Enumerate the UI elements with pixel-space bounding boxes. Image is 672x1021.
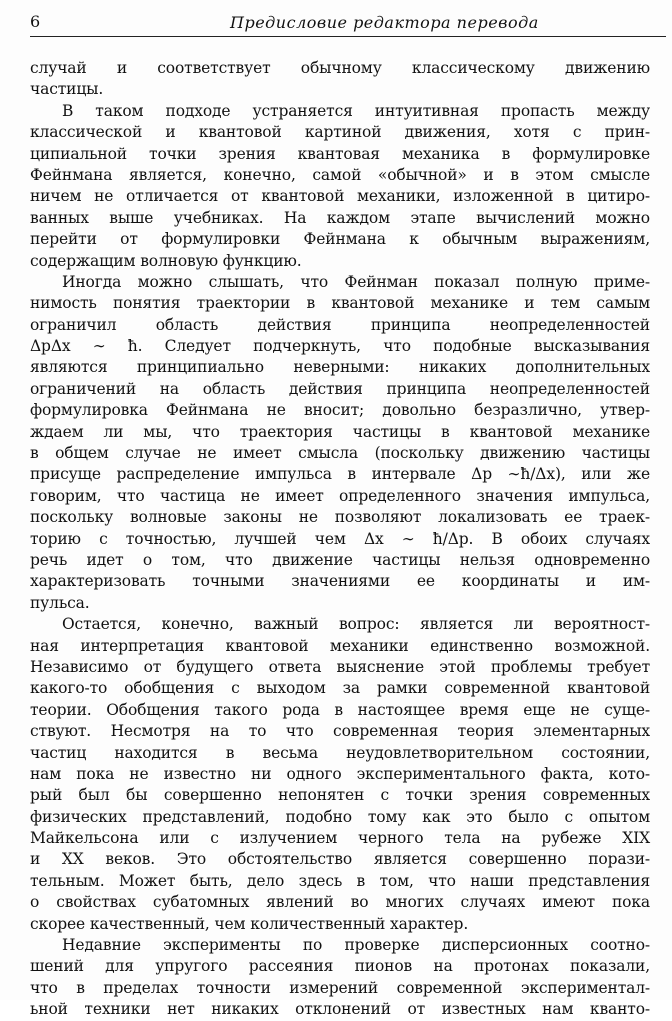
text-line: случай и соответствует обычному классическому движению: [30, 59, 650, 77]
text-line: ждаем ли мы, что траектория частицы в квантовой механике: [30, 422, 650, 441]
text-line: Независимо от будущего ответа выяснение этой проблемы требует: [30, 657, 650, 676]
page-number: 6: [30, 12, 41, 31]
text-line: в общем случае не имеет смысла (поскольку движению частицы: [30, 444, 650, 463]
text-line: какого-то обобщения с выходом за рамки современной квантовой: [30, 679, 650, 698]
text-line: Фейнмана является, конечно, самой «обычной» и в этом смысле: [30, 165, 650, 184]
text-line: о свойствах субатомных явлений во многих случаях имеют пока: [30, 893, 650, 912]
text-line: ципиальной точки зрения квантовая механика в формулировке: [30, 144, 650, 163]
text-line: нам пока не известно ни одного экспериментального факта, кото-: [30, 764, 650, 783]
text-line: Недавние эксперименты по проверке дисперсионных соотно-: [62, 936, 650, 955]
text-line: ствуют. Несмотря на то что современная теория элементарных: [30, 722, 650, 741]
text-line: скорее качественный, чем количественный характер.: [30, 914, 469, 933]
text-line: и XX веков. Это обстоятельство является совершенно порази-: [30, 850, 650, 869]
text-line: шений для упругого рассеяния пионов на протонах показали,: [30, 957, 650, 976]
text-line: тельным. Может быть, дело здесь в том, что наши представления: [30, 871, 650, 890]
text-line: перейти от формулировки Фейнмана к обычным выражениям,: [30, 230, 650, 249]
text-line: торию с точностью, лучшей чем Δx ∼ ħ/Δp. В обоих случаях: [30, 529, 650, 548]
text-line: теории. Обобщения такого рода в настоящее время еще не суще-: [30, 700, 650, 719]
body-text: [30, 58, 650, 1021]
text-line: рый был бы совершенно непонятен с точки зрения современных: [30, 786, 650, 805]
page-header: [30, 10, 666, 37]
text-line: классической и квантовой картиной движения, хотя с прин-: [30, 123, 650, 142]
text-line: ничем не отличается от квантовой механики, изложенной в цитиро-: [30, 187, 650, 206]
text-line: говорим, что частица не имеет определенного значения импульса,: [30, 486, 650, 505]
text-line: ограничений на область действия принципа неопределенностей: [30, 379, 650, 398]
text-line: формулировка Фейнмана не вносит; довольно безразлично, утвер-: [30, 401, 650, 420]
text-line: пульса.: [30, 593, 90, 612]
text-line: Майкельсона или с излучением черного тела на рубеже XIX: [30, 829, 650, 848]
text-line: характеризовать точными значениями ее координаты и им-: [30, 572, 650, 591]
text-line: являются принципиально неверными: никаких дополнительных: [30, 358, 650, 377]
text-line: речь идет о том, что движение частицы нельзя одновременно: [30, 550, 650, 569]
text-line: физических представлений, подобно тому как это было с опытом: [30, 807, 650, 826]
text-line: присуще распределение импульса в интервале Δp ∼ħ/Δx), или же: [30, 465, 650, 484]
text-line: ьной техники нет никаких отклонений от известных нам кванто-: [30, 1000, 650, 1019]
text-line: частиц находится в весьма неудовлетворительном состоянии,: [30, 743, 650, 762]
text-line: поскольку волновые законы не позволяют локализовать ее траек-: [30, 508, 650, 527]
text-line: ная интерпретация квантовой механики единственно возможной.: [30, 636, 650, 655]
text-line: В таком подходе устраняется интуитивная пропасть между: [62, 101, 650, 120]
text-line: ванных выше учебниках. На каждом этапе вычислений можно: [30, 208, 650, 227]
text-line: что в пределах точности измерений современной экспериментал-: [30, 978, 650, 997]
text-line: содержащим волновую функцию.: [30, 251, 302, 270]
text-line: ограничил область действия принципа неопределенностей: [30, 315, 650, 334]
text-line: нимость понятия траектории в квантовой механике и тем самым: [30, 294, 650, 313]
text-line: Остается, конечно, важный вопрос: является ли вероятност-: [62, 615, 650, 634]
text-line: ΔpΔx ∼ ħ. Следует подчеркнуть, что подобные высказывания: [30, 337, 650, 356]
text-line: частицы.: [30, 80, 104, 99]
text-line: Иногда можно слышать, что Фейнман показал полную приме-: [62, 272, 650, 291]
running-title: Предисловие редактора перевода: [230, 13, 539, 32]
